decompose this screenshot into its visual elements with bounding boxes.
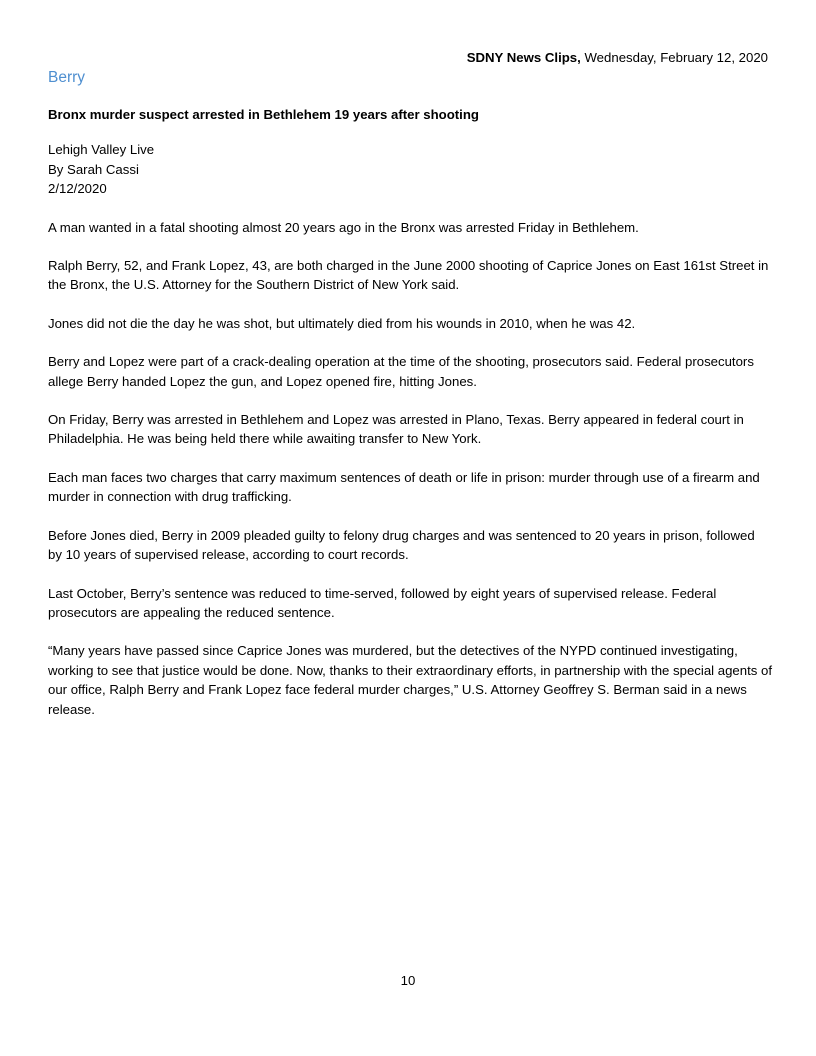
header-date: Wednesday, February 12, 2020 <box>580 50 768 65</box>
article-source: Lehigh Valley Live <box>48 142 155 158</box>
article-paragraph: Berry and Lopez were part of a crack-dealing operation at the time of the shooting, prosecutors said. Federal prosecutors allege Berry handed Lopez the gun, and Lopez opened fire, hitting Jones. <box>48 354 754 389</box>
article-paragraph: “Many years have passed since Caprice Jones was murdered, but the detectives of the NYPD continued investigating, working to see that justice would be done. Now, thanks to their extraordinary efforts, in partnership with the special agents of our office, Ralph Berry and Frank Lopez face federal murder charges,” U.S. Attorney Geoffrey S. Berman said in a news release. <box>48 643 773 717</box>
article-paragraph: A man wanted in a fatal shooting almost 20 years ago in the Bronx was arrested Friday in Bethlehem. <box>48 219 639 235</box>
article-author: By Sarah Cassi <box>48 161 139 177</box>
article-paragraph: Jones did not die the day he was shot, but ultimately died from his wounds in 2010, when he was 42. <box>48 315 636 331</box>
header-clips-title: SDNY News Clips, <box>466 50 581 65</box>
section-heading: Berry <box>48 69 86 86</box>
article-paragraph: Last October, Berry’s sentence was reduced to time-served, followed by eight years of supervised release. Federal prosecutors are appealing the reduced sentence. <box>48 585 717 620</box>
article-date: 2/12/2020 <box>48 181 107 197</box>
article <box>48 105 772 738</box>
article-paragraph: Ralph Berry, 52, and Frank Lopez, 43, are both charged in the June 2000 shooting of Caprice Jones on East 161st Street in the Bronx, the U.S. Attorney for the Southern District of New York said. <box>48 258 769 293</box>
page-header <box>467 49 768 67</box>
article-paragraph: Before Jones died, Berry in 2009 pleaded guilty to felony drug charges and was sentenced to 20 years in prison, followed by 10 years of supervised release, according to court records. <box>48 527 755 563</box>
article-paragraph: Each man faces two charges that carry maximum sentences of death or life in prison: murder through use of a firearm and murder in connection with drug trafficking. <box>48 469 760 505</box>
page-number: 10 <box>400 973 416 988</box>
article-paragraph: On Friday, Berry was arrested in Bethlehem and Lopez was arrested in Plano, Texas. Berry appeared in federal court in Philadelphia. He was being held there while awaiting transfer to New York. <box>48 412 744 447</box>
article-byline <box>48 140 772 198</box>
article-title: Bronx murder suspect arrested in Bethlehem 19 years after shooting <box>48 107 479 122</box>
